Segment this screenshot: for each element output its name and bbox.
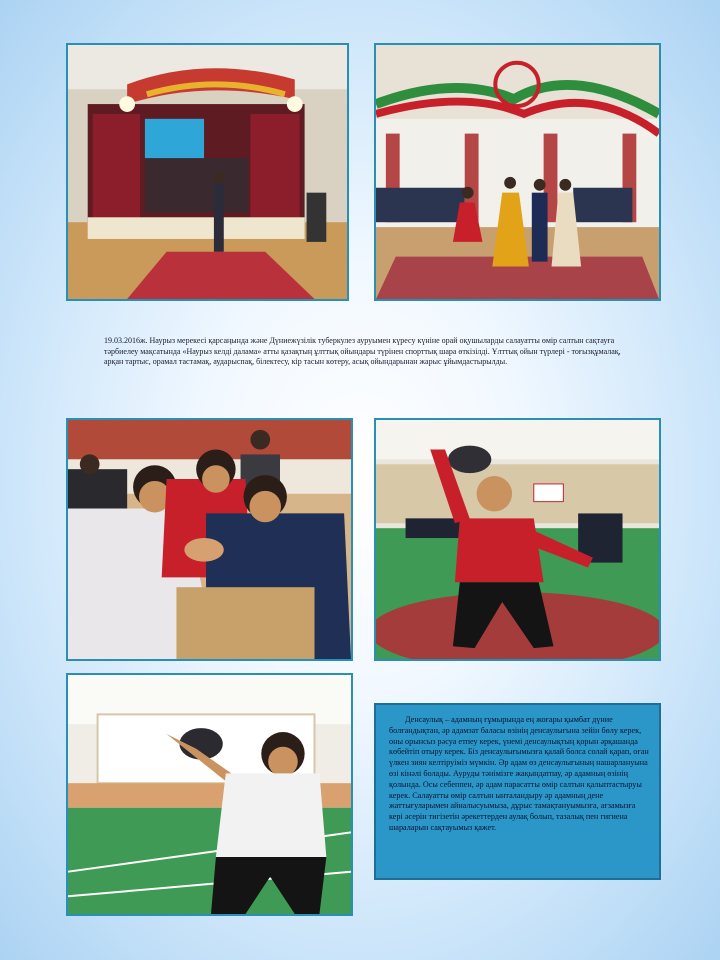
- photo-national-costumes: [374, 43, 661, 301]
- photo-kettlebell-hall: [66, 673, 353, 916]
- health-text-box: [374, 703, 661, 880]
- photo-stage-hall: [66, 43, 349, 301]
- photo-arm-wrestling: [66, 418, 353, 661]
- photo-kettlebell-gym: [374, 418, 661, 661]
- health-paragraph: Денсаулық – адамның ғұмырында ең жоғары қымбат дүние болғандықтан, әр адамзат баласы өзінің денсаулығына зейін бөлу керек, оны орынсыз рәсуа етпеу керек, үнемі денсаулықтың қорын әрқашанда көбейтіп отыру керек. Біз денсаулығымызға қалай болса солай қарап, оған үлкен зиян келтіруіміз мүмкін. Әр адам өз денсаулығының нашарлануына өзі кінәлі болады. Ауруды тәнімізге жақындатпау, әр адамның өзінің қолында. Осы себеппен, әр адам парасатты өмір салтын қалыптастыруы керек. Салауатты өмір салтын ынталандыру әр адамның дене жаттығуларымен айналысуымыза, дұрыс тамақтануымызға, ағзамызға кері әсерін тигізетін әрекеттерден аулақ болып, тазалық пен гигиена шараларын сақтауымыз қажет.: [389, 715, 649, 832]
- event-caption: 19.03.2016ж. Наурыз мерекесі қарсаңында және Дүниежүзілік туберкулез ауруымен күресу күніне орай оқушыларды салауатты өмір салтын сақтауға тәрбиелеу мақсатында «Наурыз келді далама» атты қазақтың ұлттық ойындары түрінен спорттық шара өткізілді. Ұлттық ойын түрлері - тоғызқұмалақ, арқан тартыс, орамал тастамақ, аударыспақ, білектесу, кір тасын көтеру, асық ойындарынан жарыс ұйымдастырылды.: [104, 336, 621, 366]
